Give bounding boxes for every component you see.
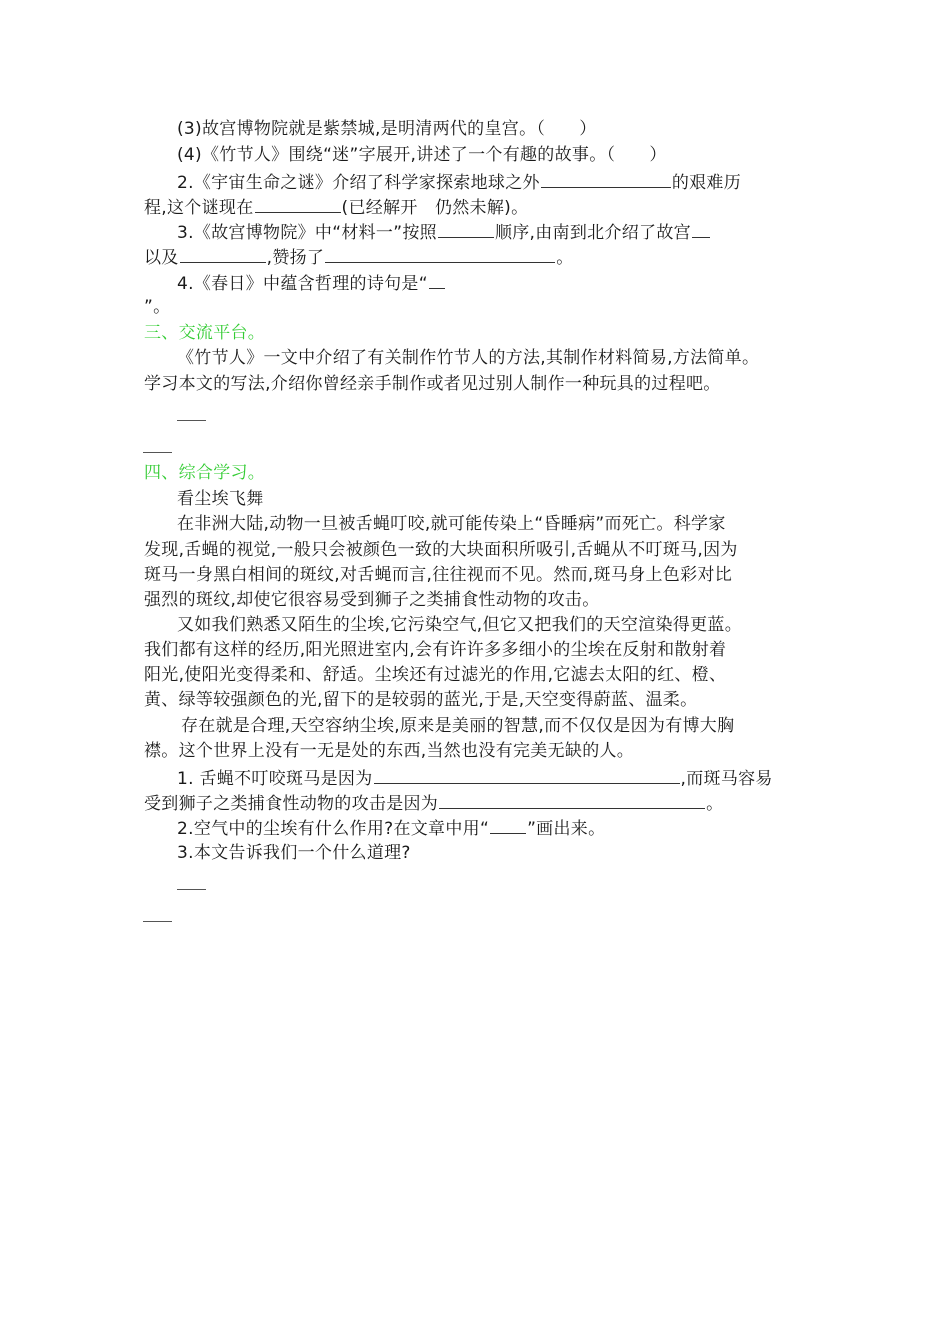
question-3-line-1 [177, 219, 711, 245]
article-title: 看尘埃飞舞 [177, 489, 264, 509]
question-text: 2.《宇宙生命之谜》介绍了科学家探索地球之外 [177, 173, 540, 193]
article-para2-line-4: 黄、绿等较强颜色的光,留下的是较弱的蓝光,于是,天空变得蔚蓝、温柔。 [144, 690, 698, 710]
question-2-line-2 [144, 194, 528, 220]
article-para1-line-2: 发现,舌蝇的视觉,一般只会被颜色一致的大块面积所吸引,舌蝇从不叮斑马,因为 [144, 540, 738, 560]
question-4-line-1 [177, 270, 446, 296]
article-para2-line-2: 我们都有这样的经历,阳光照进室内,会有许许多多细小的尘埃在反射和散射着 [144, 640, 727, 660]
question-text: 程,这个谜现在 [144, 198, 254, 218]
question-text: ”画出来。 [527, 819, 606, 839]
section-heading-3: 三、交流平台。 [144, 323, 266, 343]
answer-blank[interactable] [255, 194, 341, 213]
article-para2-line-3: 阳光,使阳光变得柔和、舒适。尘埃还有过滤光的作用,它滤去太阳的红、橙、 [144, 665, 727, 685]
question-text: 受到狮子之类捕食性动物的攻击是因为 [144, 794, 439, 814]
question-text: 。 [706, 794, 724, 814]
question-2-line-1 [177, 169, 741, 195]
answer-blank[interactable] [692, 219, 710, 238]
answer-line[interactable] [143, 452, 172, 453]
article-para3-line-2: 襟。这个世界上没有一无是处的东西,当然也没有完美无缺的人。 [144, 741, 635, 761]
part4-question-1-line-2 [144, 790, 723, 816]
question-text: 1. 舌蝇不叮咬斑马是因为 [177, 769, 373, 789]
true-false-item-3 [177, 117, 597, 141]
item-paren-close: ） [579, 119, 597, 139]
item-paren-close: ） [649, 145, 667, 165]
part4-question-3: 3.本文告诉我们一个什么道理? [177, 843, 411, 863]
question-text: ,而斑马容易 [680, 769, 773, 789]
question-text: (已经解开 仍然未解)。 [341, 198, 529, 218]
part3-paragraph-line-1: 《竹节人》一文中介绍了有关制作竹节人的方法,其制作材料简易,方法简单。 [177, 348, 760, 368]
question-text: 以及 [144, 248, 179, 268]
answer-blank[interactable] [325, 244, 555, 263]
question-text: ,赞扬了 [266, 248, 325, 268]
question-4-line-2 [144, 295, 170, 319]
part3-paragraph-line-2: 学习本文的写法,介绍你曾经亲手制作或者见过别人制作一种玩具的过程吧。 [144, 374, 721, 394]
question-text: 顺序,由南到北介绍了故宫 [494, 223, 691, 243]
article-para2-line-1: 又如我们熟悉又陌生的尘埃,它污染空气,但它又把我们的天空渲染得更蓝。 [177, 615, 743, 635]
answer-line[interactable] [143, 921, 172, 922]
question-text: ”。 [144, 297, 171, 317]
article-para1-line-3: 斑马一身黑白相间的斑纹,对舌蝇而言,往往视而不见。然而,斑马身上色彩对比 [144, 565, 733, 585]
part4-question-2 [177, 815, 605, 841]
article-para1-line-1: 在非洲大陆,动物一旦被舌蝇叮咬,就可能传染上“昏睡病”而死亡。科学家 [177, 514, 726, 534]
question-text: 的艰难历 [671, 173, 742, 193]
question-text: 。 [556, 248, 574, 268]
answer-blank[interactable] [438, 219, 494, 238]
answer-line[interactable] [177, 420, 206, 421]
part4-question-1-line-1 [177, 765, 773, 791]
question-text: 2.空气中的尘埃有什么作用?在文章中用“ [177, 819, 490, 839]
answer-blank[interactable] [374, 765, 680, 784]
true-false-item-4 [177, 143, 667, 167]
question-text: 4.《春日》中蕴含哲理的诗句是“ [177, 274, 428, 294]
underline-sample [490, 815, 526, 834]
answer-blank[interactable] [180, 244, 266, 263]
question-text: 3.《故宫博物院》中“材料一”按照 [177, 223, 437, 243]
answer-blank[interactable] [541, 169, 671, 188]
question-3-line-2 [144, 244, 574, 270]
article-para1-line-4: 强烈的斑纹,却使它很容易受到狮子之类捕食性动物的攻击。 [144, 590, 600, 610]
article-para3-line-1: 存在就是合理,天空容纳尘埃,原来是美丽的智慧,而不仅仅是因为有博大胸 [181, 716, 735, 736]
answer-blank[interactable] [439, 790, 705, 809]
section-heading-4: 四、综合学习。 [144, 463, 266, 483]
answer-blank[interactable] [429, 270, 445, 289]
answer-line[interactable] [177, 889, 206, 890]
item-text: (4)《竹节人》围绕“迷”字展开,讲述了一个有趣的故事。（ [177, 145, 616, 165]
item-text: (3)故宫博物院就是紫禁城,是明清两代的皇宫。（ [177, 119, 546, 139]
